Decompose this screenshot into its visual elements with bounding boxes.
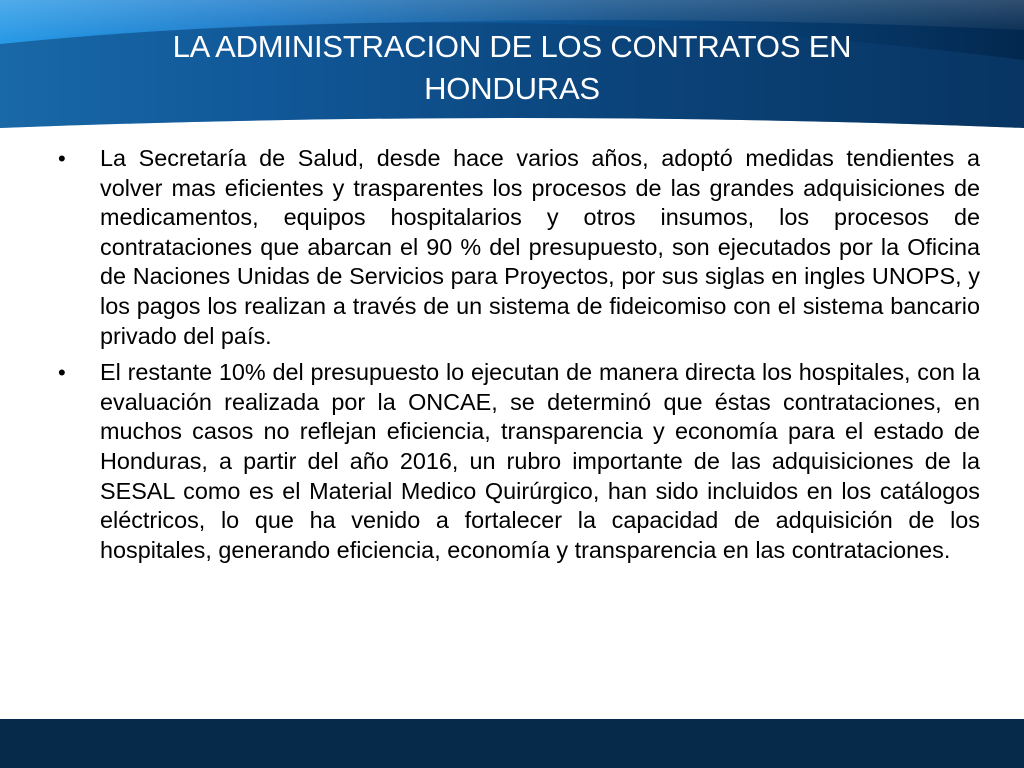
bullet-text: La Secretaría de Salud, desde hace varios años, adoptó medidas tendientes a volver mas eficientes y trasparentes los procesos de las grandes adquisiciones de medicamentos, equipos hospitalarios y otros insumos, los procesos de contrataciones que abarcan el 90 % del presupuesto, son ejecutados por la Oficina de Naciones Unidas de Servicios para Proyectos, por sus siglas en ingles UNOPS, y los pagos los realizan a través de un sistema de fideicomiso con el sistema bancario privado del país. <box>100 145 980 349</box>
bullet-text: El restante 10% del presupuesto lo ejecutan de manera directa los hospitales, con la evaluación realizada por la ONCAE, se determinó que éstas contrataciones, en muchos casos no reflejan eficiencia, transparencia y economía para el estado de Honduras, a partir del año 2016, un rubro importante de las adquisiciones de la SESAL como es el Material Medico Quirúrgico, han sido incluidos en los catálogos eléctricos, lo que ha venido a fortalecer la capacidad de adquisición de los hospitales, generando eficiencia, economía y transparencia en las contrataciones. <box>100 359 980 563</box>
bullet-item <box>58 358 980 565</box>
slide-title <box>0 26 1024 110</box>
slide-title-line-1: LA ADMINISTRACION DE LOS CONTRATOS EN <box>172 29 852 64</box>
bullet-item <box>58 144 980 351</box>
bullet-list <box>58 144 980 572</box>
bullet-icon: • <box>58 360 66 386</box>
slide-title-line-2: HONDURAS <box>424 71 600 106</box>
footer-bar <box>0 719 1024 768</box>
bullet-icon: • <box>58 146 66 171</box>
